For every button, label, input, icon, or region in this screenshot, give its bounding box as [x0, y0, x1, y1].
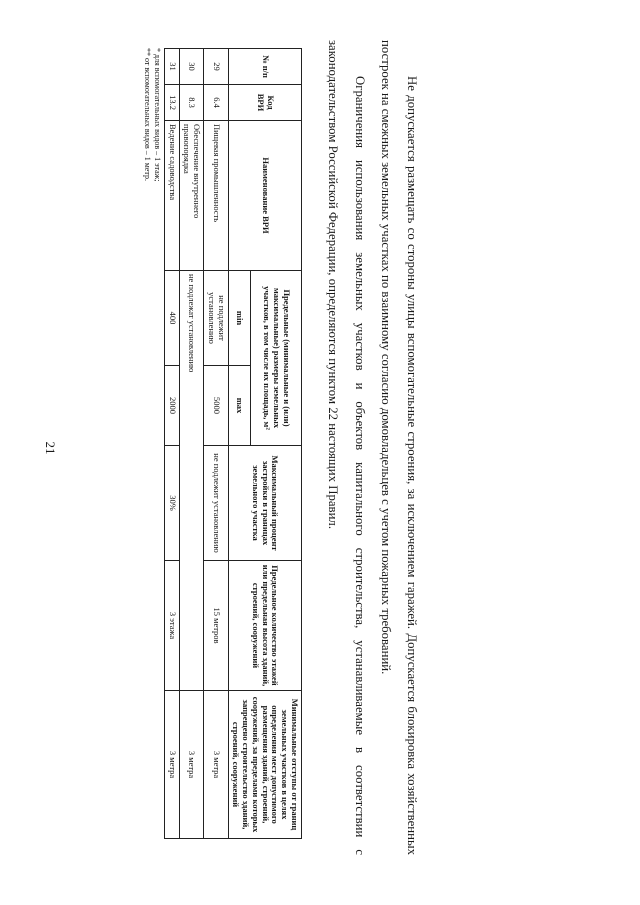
- table-row: [164, 49, 179, 839]
- paragraph: Ограничения использования земельных участков и объектов капитального строительства, устанавливаемые в соответствии с законодательством Российской Федерации, определяются пунктом 22 настоящих Правил.: [326, 40, 367, 855]
- cell-height: 3 этажа: [164, 561, 179, 691]
- header-min: min: [228, 271, 250, 366]
- table-row: [204, 49, 229, 839]
- cell-num: 29: [204, 49, 229, 85]
- cell-name: Пищевая промышленность: [204, 121, 229, 271]
- cell-name: Ведение садоводства: [164, 121, 179, 271]
- cell-code: 13.2: [164, 85, 179, 121]
- header-name: Наименование ВРИ: [228, 121, 301, 271]
- header-setback: Минимальные отступы от границ земельных участков в целях определения мест допустимого размещения зданий, строений, сооружений, за пределами которых запрещено строительство зданий, строений, сооружений: [228, 691, 301, 839]
- cell-code: 6.4: [204, 85, 229, 121]
- cell-max: 5000: [204, 366, 229, 446]
- cell-num: 31: [164, 49, 179, 85]
- rotated-table-block: [57, 48, 302, 838]
- page-number: 21: [43, 441, 58, 455]
- regulations-table: [164, 48, 302, 839]
- cell-setback: 3 метра: [179, 691, 204, 839]
- cell-setback: 3 метра: [164, 691, 179, 839]
- table-notes: [142, 48, 162, 838]
- cell-min: не подлежит установлению: [204, 271, 229, 366]
- cell-num: 30: [179, 49, 204, 85]
- rotated-text-block: [320, 40, 425, 855]
- header-max: max: [228, 366, 250, 446]
- cell-max: 2000: [164, 366, 179, 446]
- cell-min-max-merged: не подлежат установлению: [179, 271, 204, 691]
- cell-setback: 3 метра: [204, 691, 229, 839]
- header-coverage: Максимальный процент застройки в границах земельного участка: [228, 446, 301, 561]
- cell-min: 400: [164, 271, 179, 366]
- paragraph: Не допускается размещать со стороны улицы вспомогательные строения, за исключением гаражей. Допускается блокировка хозяйственных построек на смежных земельных участках по взаимному согласию домовладельцев с учетом пожарных требований.: [378, 40, 419, 855]
- cell-coverage: 30%: [164, 446, 179, 561]
- header-num: № п/п: [228, 49, 301, 85]
- note-line: * для вспомогательных видов – 1 этаж;: [152, 48, 162, 182]
- header-area-group: Предельные (минимальные и (или) максимальные) размеры земельных участков, в том числе их площадь, м²: [250, 271, 301, 446]
- note-line: ** от вспомогательных видов – 1 метр.: [142, 48, 152, 181]
- cell-code: 8.3: [179, 85, 204, 121]
- cell-coverage: не подлежит установлению: [204, 446, 229, 561]
- header-code: Код ВРИ: [228, 85, 301, 121]
- cell-height: 15 метров: [204, 561, 229, 691]
- header-height: Предельное количество этажей или предельная высота зданий, строений, сооружений: [228, 561, 301, 691]
- table-row: [179, 49, 204, 839]
- cell-name: Обеспечение внутреннего правопорядка: [179, 121, 204, 271]
